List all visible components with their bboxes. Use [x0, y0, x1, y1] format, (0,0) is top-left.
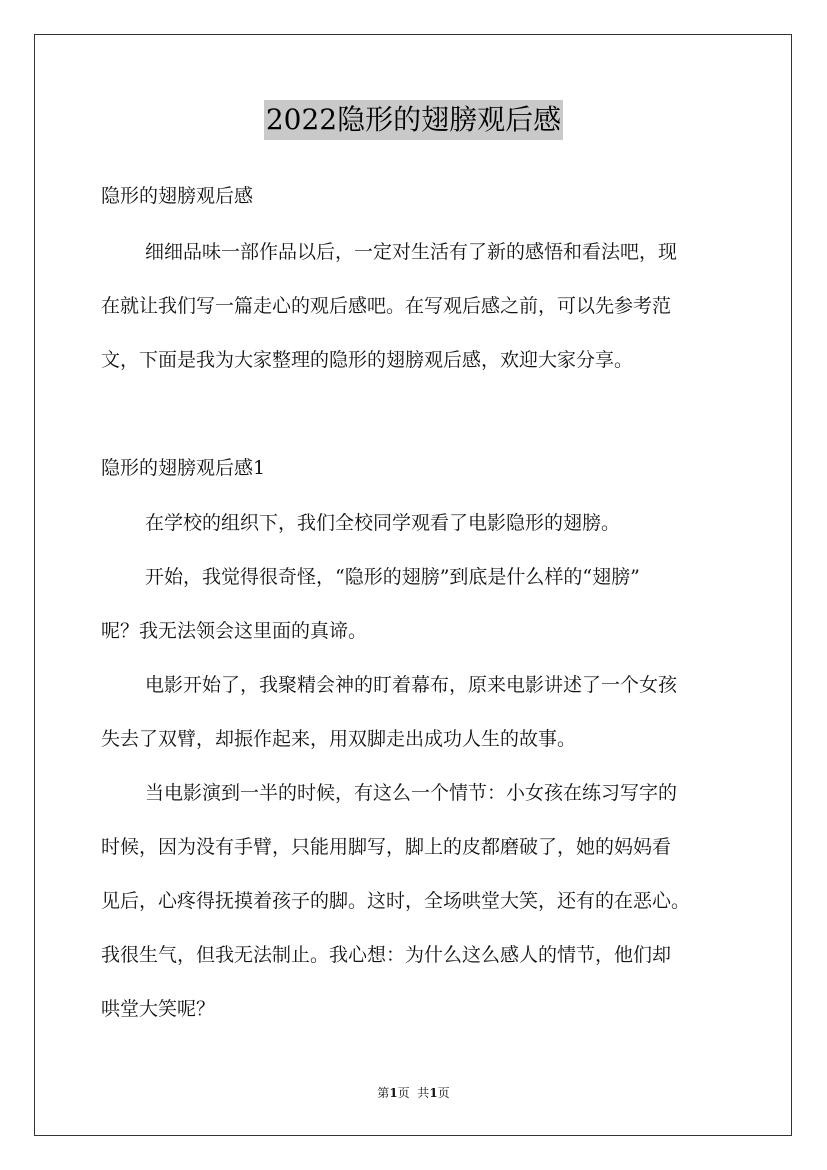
- body-line: 我很生气，但我无法制止。我心想：为什么这么感人的情节，他们却: [101, 944, 672, 966]
- section-heading: 隐形的翅膀观后感1: [101, 457, 266, 479]
- body-line: 开始，我觉得很奇怪，“隐形的翅膀”到底是什么样的“翅膀”: [145, 566, 640, 588]
- body-line: 哄堂大笑呢？: [101, 998, 216, 1020]
- page-footer: [0, 1084, 827, 1101]
- body-line: 失去了双臂，却振作起来，用双脚走出成功人生的故事。: [101, 728, 577, 750]
- intro-line: 细细品味一部作品以后，一定对生活有了新的感悟和看法吧，现: [145, 241, 678, 263]
- footer-page-total: 1: [429, 1086, 438, 1100]
- footer-suffix: 页: [437, 1086, 450, 1100]
- body-line: 电影开始了，我聚精会神的盯着幕布，原来电影讲述了一个女孩: [145, 674, 678, 696]
- body-line: 时候，因为没有手臂，只能用脚写，脚上的皮都磨破了，她的妈妈看: [101, 836, 672, 858]
- title-container: [0, 100, 827, 140]
- intro-line: 在就让我们写一篇走心的观后感吧。在写观后感之前，可以先参考范: [101, 295, 672, 317]
- body-line: 当电影演到一半的时候，有这么一个情节：小女孩在练习写字的: [145, 782, 678, 804]
- body-line: 在学校的组织下，我们全校同学观看了电影隐形的翅膀。: [145, 512, 621, 534]
- document-title: 2022隐形的翅膀观后感: [264, 100, 563, 140]
- footer-prefix: 第: [377, 1086, 390, 1100]
- document-subtitle: 隐形的翅膀观后感: [101, 185, 254, 207]
- footer-page-number: 1: [389, 1086, 398, 1100]
- intro-line: 文，下面是我为大家整理的隐形的翅膀观后感，欢迎大家分享。: [101, 349, 634, 371]
- footer-mid: 页 共: [397, 1086, 430, 1100]
- body-line: 呢？我无法领会这里面的真谛。: [101, 620, 368, 642]
- body-line: 见后，心疼得抚摸着孩子的脚。这时，全场哄堂大笑，还有的在恶心。: [101, 890, 691, 912]
